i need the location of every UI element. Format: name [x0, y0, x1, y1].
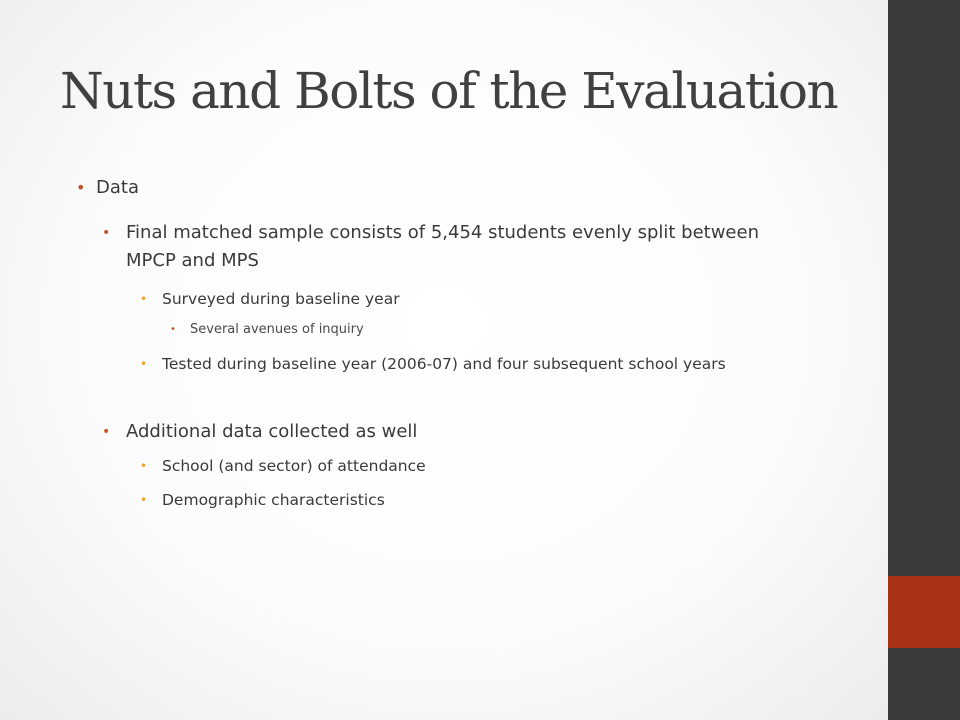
bullet-item	[102, 418, 802, 446]
bullet-item	[140, 488, 830, 513]
bullet-text: Demographic characteristics	[162, 491, 385, 509]
bullet-icon: •	[140, 493, 148, 507]
bullet-icon: •	[170, 324, 176, 335]
bullet-item	[76, 176, 139, 200]
bullet-icon: •	[102, 424, 111, 440]
bullet-text: Additional data collected as well	[126, 421, 418, 442]
side-accent-block	[888, 576, 960, 648]
bullet-item	[102, 219, 802, 275]
bullet-item	[140, 287, 830, 312]
bullet-item	[170, 320, 364, 340]
bullet-item	[140, 454, 830, 479]
slide-title: Nuts and Bolts of the Evaluation	[60, 62, 838, 120]
bullet-item	[140, 352, 830, 377]
bullet-icon: •	[140, 357, 148, 371]
bullet-icon: •	[76, 178, 86, 197]
bullet-text: Final matched sample consists of 5,454 students evenly split between MPCP and MPS	[126, 222, 759, 271]
bullet-text: Several avenues of inquiry	[190, 322, 364, 337]
bullet-icon: •	[102, 225, 111, 241]
bullet-text: School (and sector) of attendance	[162, 457, 426, 475]
bullet-text: Tested during baseline year (2006-07) and four subsequent school years	[162, 355, 726, 373]
bullet-icon: •	[140, 292, 148, 306]
bullet-text: Surveyed during baseline year	[162, 290, 400, 308]
bullet-icon: •	[140, 459, 148, 473]
bullet-text: Data	[96, 177, 139, 198]
